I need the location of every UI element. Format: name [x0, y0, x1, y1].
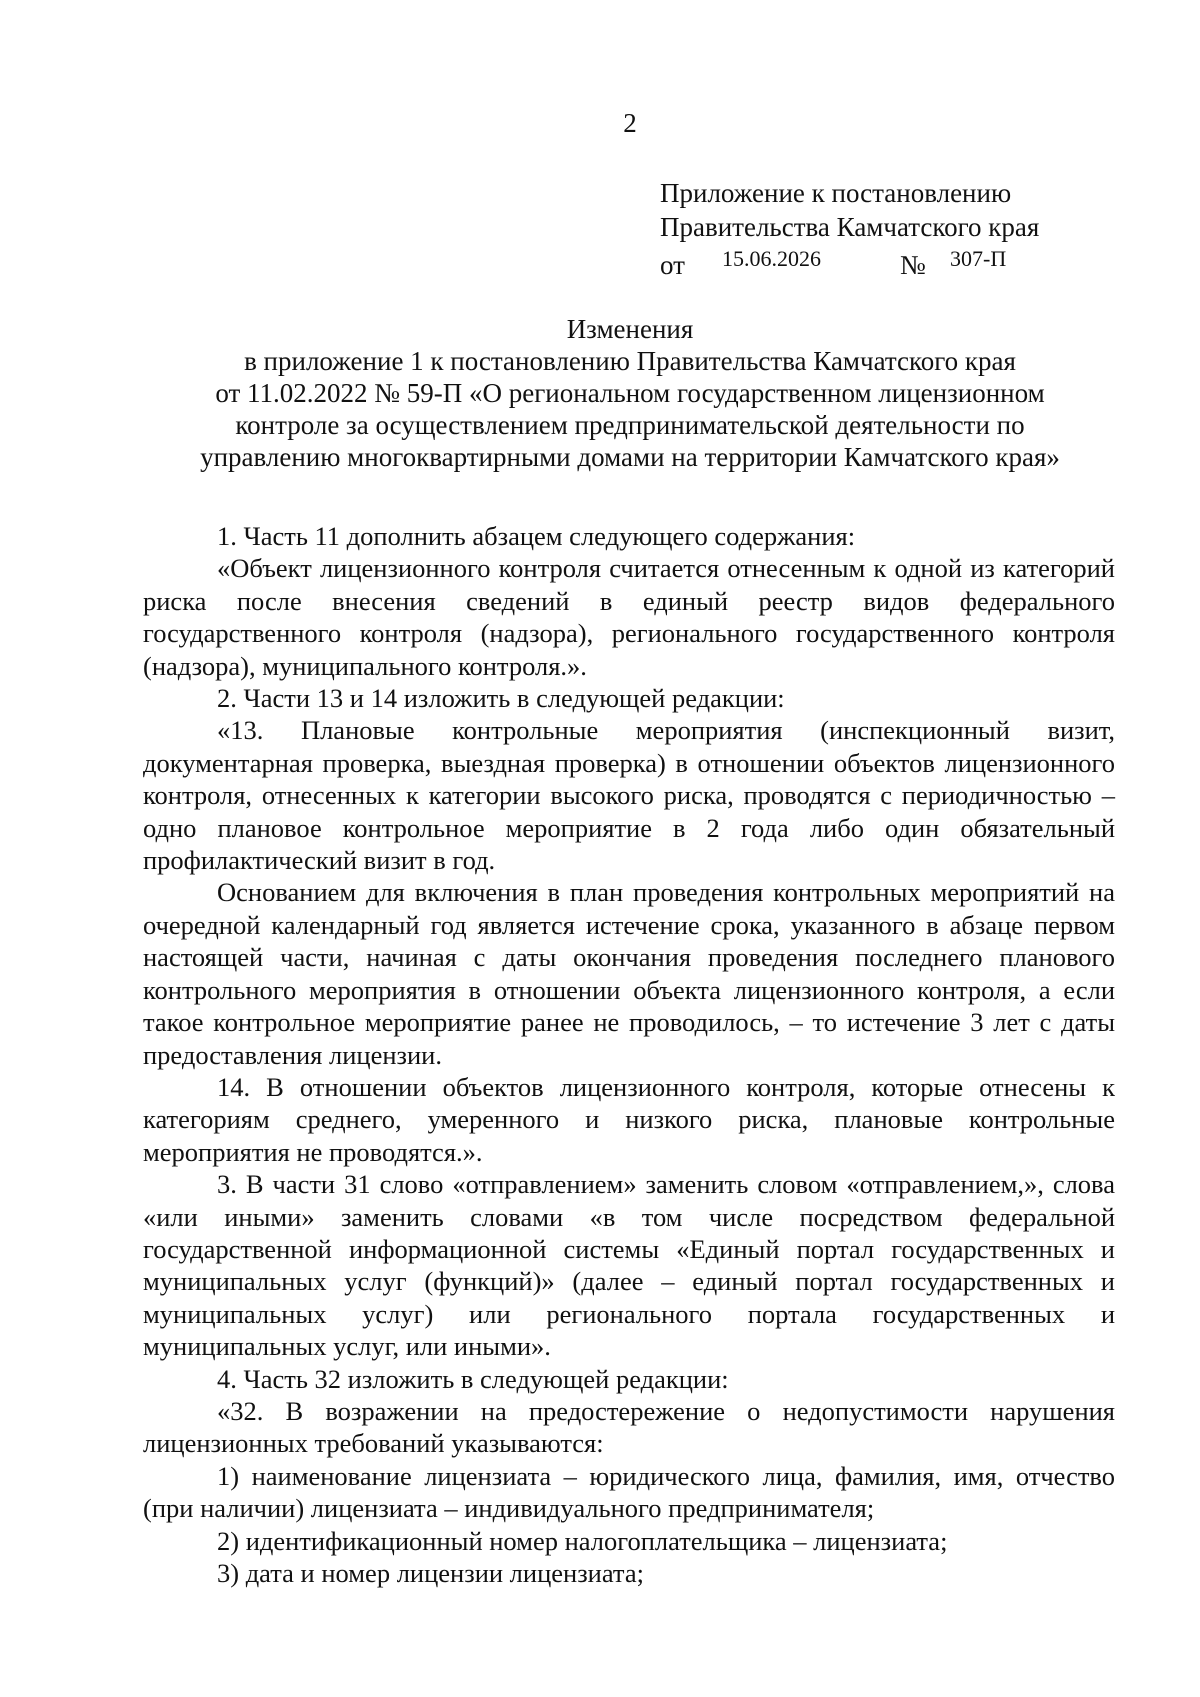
appendix-number-label: № — [900, 250, 926, 280]
title-line-3: от 11.02.2022 № 59-П «О региональном государственном лицензионном — [215, 378, 1045, 408]
title-line-5: управлению многоквартирными домами на территории Камчатского края» — [200, 442, 1060, 472]
appendix-dateline — [660, 244, 1160, 280]
paragraph-8: 4. Часть 32 изложить в следующей редакции: — [217, 1363, 729, 1394]
paragraph-11: 2) идентификационный номер налогоплательщика – лицензиата; — [217, 1525, 948, 1556]
document-title — [150, 313, 1110, 473]
paragraph-1: 1. Часть 11 дополнить абзацем следующего содержания: — [217, 521, 856, 551]
page-number: 2 — [623, 108, 637, 138]
paragraph-3: 2. Части 13 и 14 изложить в следующей редакции: — [217, 683, 785, 714]
title-line-1: Изменения — [566, 314, 694, 344]
appendix-line-2: Правительства Камчатского края — [660, 212, 1040, 242]
paragraph-5: Основанием для включения в план проведения контрольных мероприятий на очередной календарный год является истечение срока, указанного в абзаце первом настоящей части, начиная с даты окончания проведения последнего планового контрольного мероприятия в отношении объекта лицензионного контроля, а если такое контрольное мероприятие ранее не проводилось, – то истечение 3 лет с даты предоставления лицензии. — [143, 877, 1115, 1070]
appendix-date: 15.06.2026 — [722, 246, 821, 271]
document-body — [143, 520, 1115, 1589]
appendix-block — [660, 176, 1160, 280]
paragraph-10: 1) наименование лицензиата – юридического лица, фамилия, имя, отчество (при наличии) лицензиата – индивидуального предпринимателя; — [143, 1460, 1115, 1524]
appendix-number: 307-П — [950, 246, 1007, 271]
paragraph-2: «Объект лицензионного контроля считается отнесенным к одной из категорий риска после внесения сведений в единый реестр видов федерального государственного контроля (надзора), регионального государственного контроля (надзора), муниципального контроля.». — [143, 553, 1115, 681]
paragraph-12: 3) дата и номер лицензии лицензиата; — [217, 1558, 644, 1588]
title-line-2: в приложение 1 к постановлению Правительства Камчатского края — [244, 346, 1016, 376]
appendix-line-1: Приложение к постановлению — [660, 178, 1012, 208]
paragraph-4: «13. Плановые контрольные мероприятия (инспекционный визит, документарная проверка, выездная проверка) в отношении объектов лицензионного контроля, отнесенных к категории высокого риска, проводятся с периодичностью – одно плановое контрольное мероприятие в 2 года либо один обязательный профилактический визит в год. — [143, 715, 1115, 876]
paragraph-6: 14. В отношении объектов лицензионного контроля, которые отнесены к категориям среднего, умеренного и низкого риска, плановые контрольные мероприятия не проводятся.». — [143, 1071, 1115, 1167]
paragraph-7: 3. В части 31 слово «отправлением» заменить словом «отправлением,», слова «или иными» заменить словами «в том числе посредством федеральной государственной информационной системы «Единый портал государственных и муниципальных услуг (функций)» (далее – единый портал государственных и муниципальных услуг) или регионального портала государственных и муниципальных услуг, или иными». — [143, 1169, 1115, 1362]
paragraph-9: «32. В возражении на предостережение о недопустимости нарушения лицензионных требований указываются: — [143, 1395, 1115, 1459]
appendix-from-label: от — [660, 250, 685, 280]
title-line-4: контроле за осуществлением предпринимательской деятельности по — [235, 410, 1025, 440]
